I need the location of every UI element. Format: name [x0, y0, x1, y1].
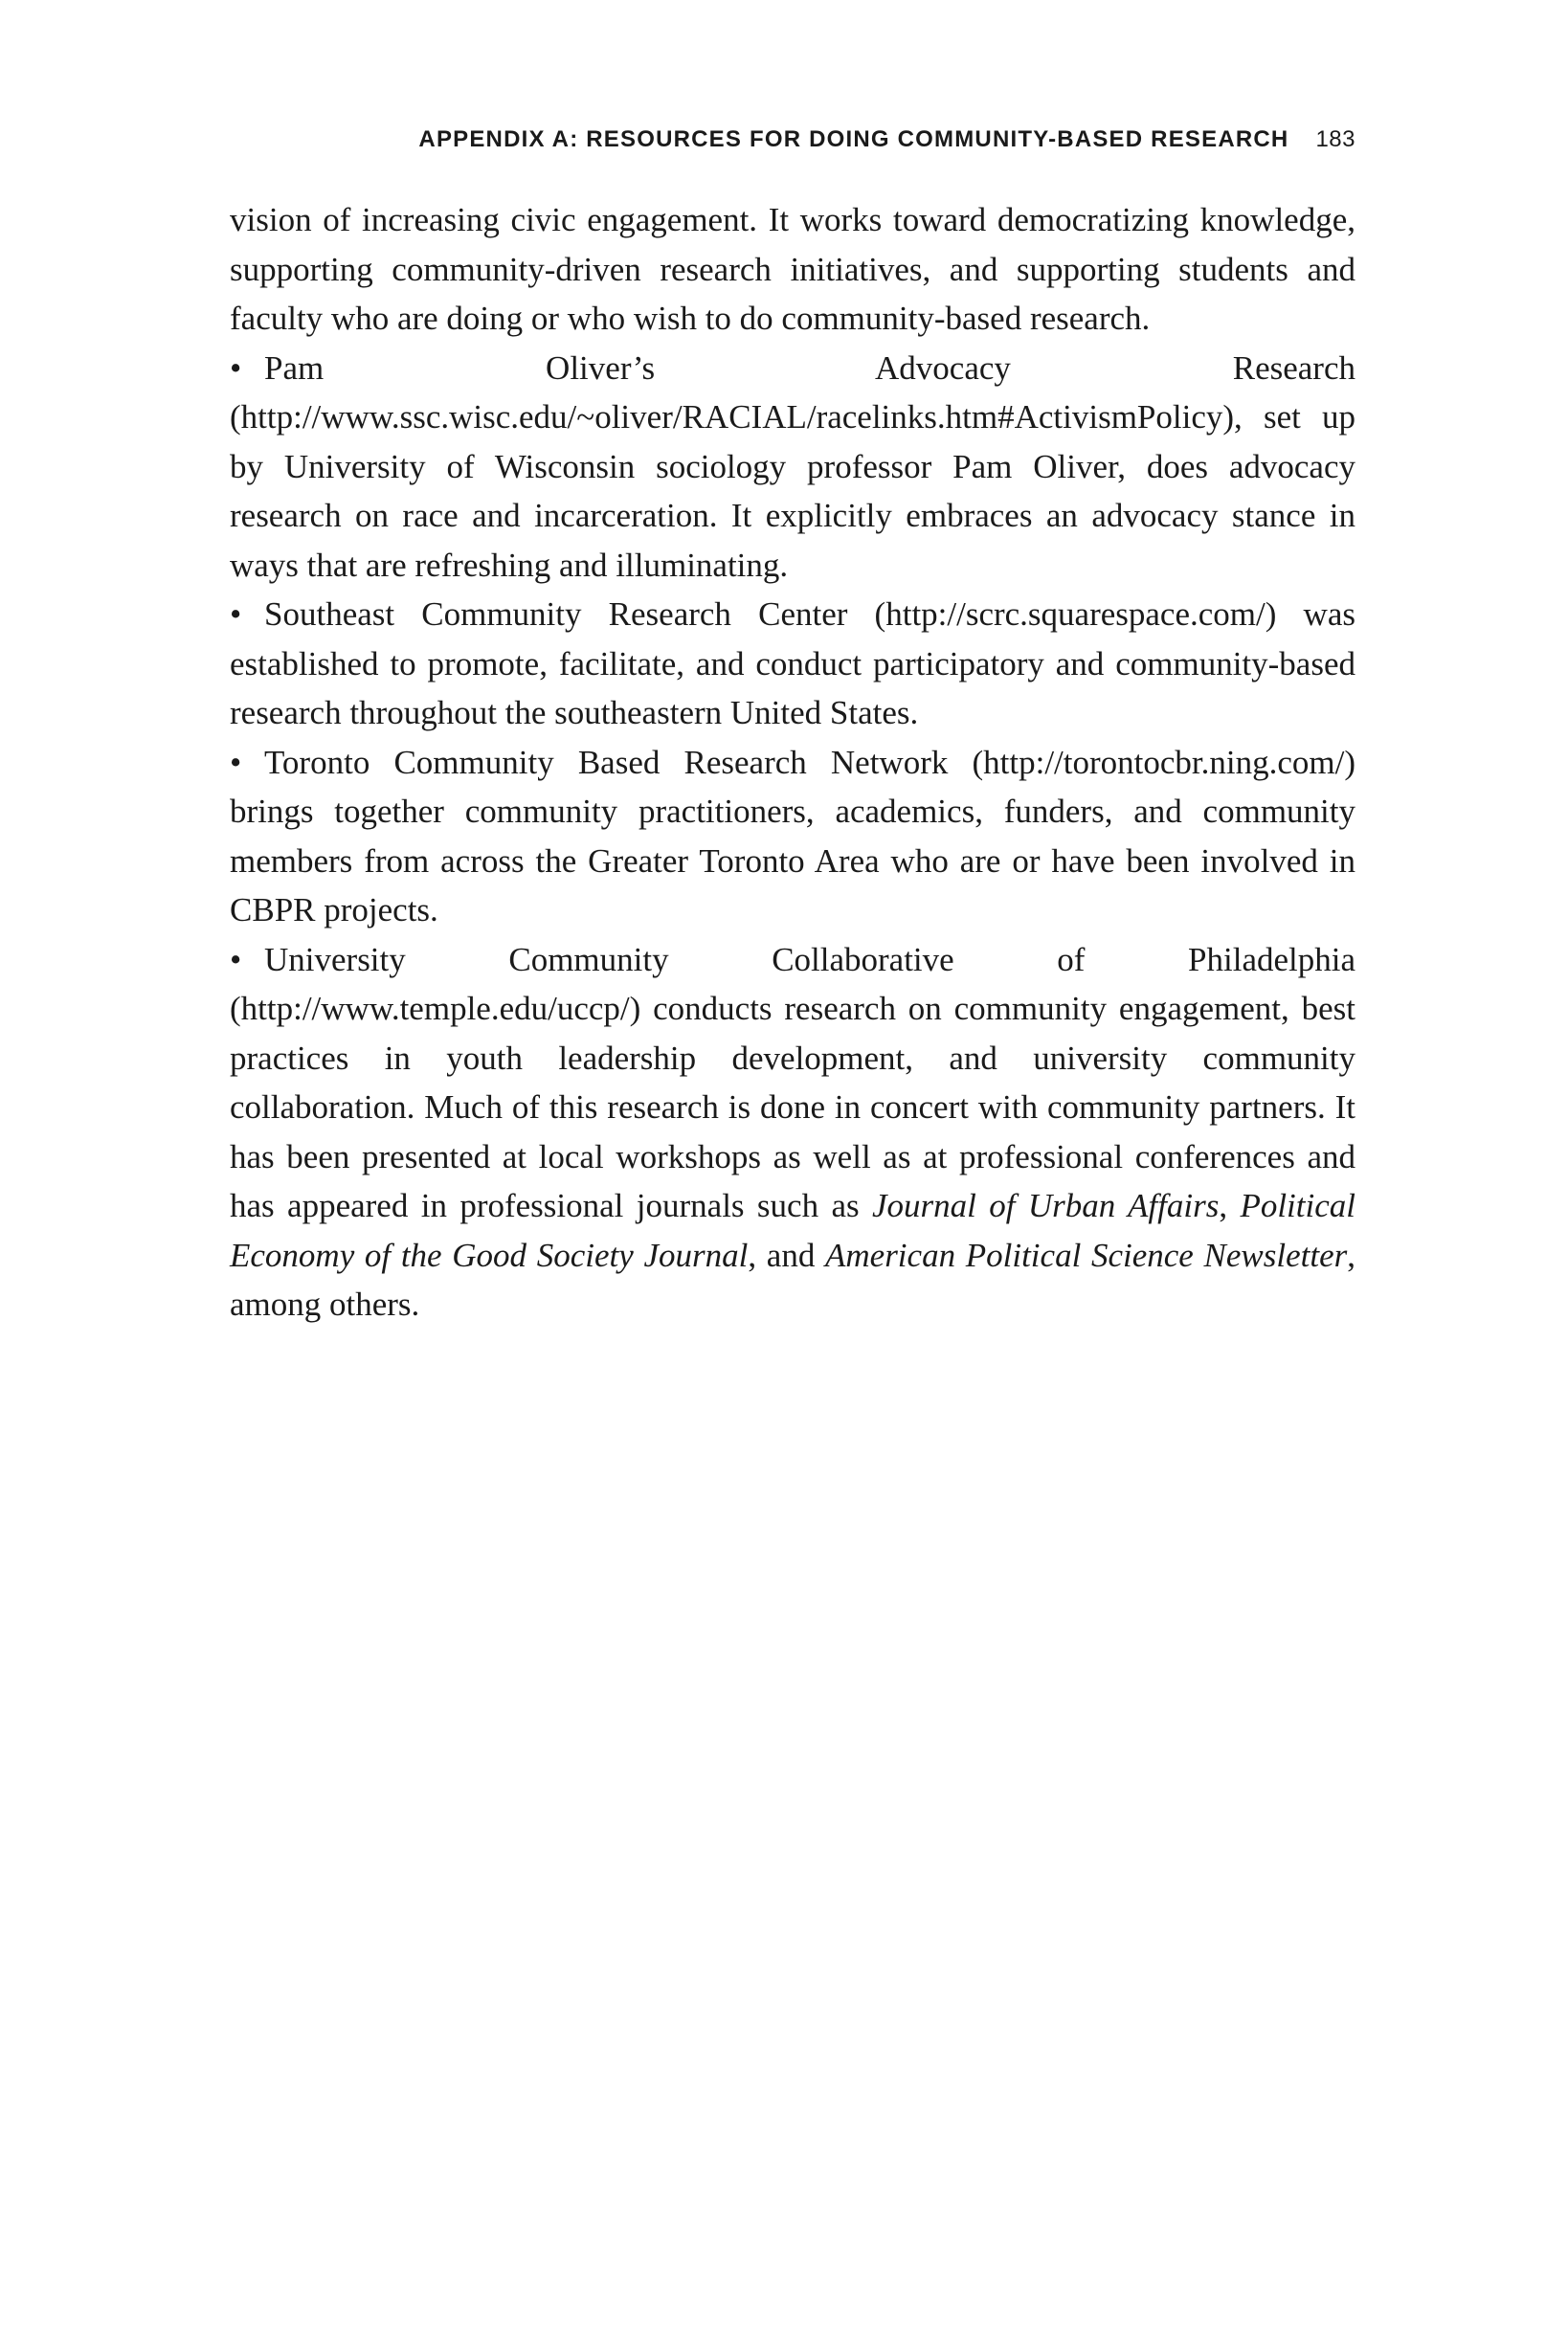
journal-title: Journal of Urban Affairs: [872, 1187, 1220, 1224]
list-item-text: , among others.: [230, 1236, 1355, 1323]
list-item-text: University Community Collaborative of Philadelphia (http://www.temple.edu/uccp/) conducts research on community engagement, best practices in youth leadership development, and university community collaboration. Much of this research is done in concert with community partners. It has been presented at local workshops as well as at professional conferences and has appeared in professional journals such as: [230, 940, 1355, 1224]
list-item: [230, 935, 1355, 1330]
intro-paragraph: vision of increasing civic engagement. It works toward democratizing knowledge, supporting community-driven research initiatives, and supporting students and faculty who are doing or who wish to do community-based research.: [230, 201, 1355, 337]
list-item: [230, 738, 1355, 935]
running-head: [230, 126, 1355, 161]
list-item-text: Toronto Community Based Research Network (http://torontocbr.ning.com/) brings together community practitioners, academics, funders, and community members from across the Greater Toronto Area who are or have been involved in CBPR projects.: [230, 743, 1355, 928]
bullet-marker: •: [230, 940, 242, 978]
journal-title: American Political Science Newsletter: [825, 1236, 1348, 1274]
bullet-marker: •: [230, 348, 242, 387]
list-item-text: Southeast Community Research Center (http://scrc.squarespace.com/) was established to promote, facilitate, and conduct participatory and community-based research throughout the southeastern United States.: [230, 595, 1355, 731]
bullet-marker: •: [230, 743, 242, 781]
bullet-marker: •: [230, 595, 242, 633]
list-item: [230, 590, 1355, 738]
running-head-title: APPENDIX A: RESOURCES FOR DOING COMMUNITY-BASED RESEARCH: [418, 126, 1289, 152]
page-number: 183: [1315, 126, 1355, 152]
journal-title: Political Economy of the Good Society Journal: [230, 1187, 1355, 1274]
list-item-text: ,: [1219, 1187, 1241, 1224]
list-item-text: Pam Oliver’s Advocacy Research (http://www.ssc.wisc.edu/~oliver/RACIAL/racelinks.htm#ActivismPolicy), set up by University of Wisconsin sociology professor Pam Oliver, does advocacy research on race and incarceration. It explicitly embraces an advocacy stance in ways that are refreshing and illuminating.: [230, 348, 1355, 584]
list-item: [230, 344, 1355, 591]
body-text: [230, 195, 1355, 1330]
list-item-text: , and: [748, 1236, 825, 1274]
